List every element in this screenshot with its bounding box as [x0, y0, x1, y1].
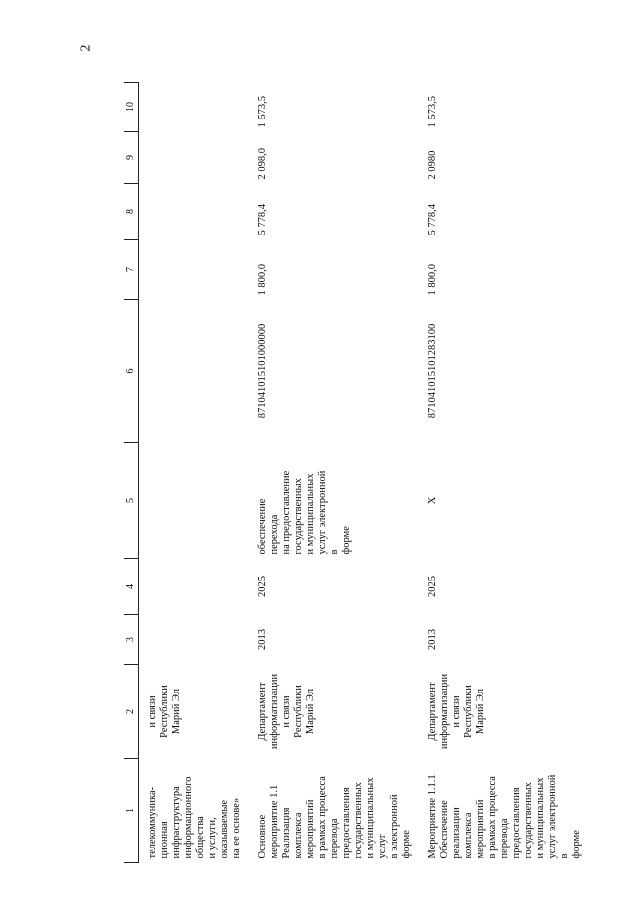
cell-col-5 — [249, 443, 419, 559]
cell-col-10 — [139, 83, 250, 132]
col-header-3: 3 — [124, 615, 139, 665]
cell-line: Республики — [159, 685, 170, 738]
cell-line: форме — [401, 830, 412, 859]
cell-line: Обеспечение — [439, 800, 450, 859]
cell-col-4: 2025 — [257, 576, 268, 597]
cell-col-7 — [139, 240, 250, 300]
cell-line: и муниципальных — [305, 473, 316, 555]
cell-line: Реализация — [281, 807, 292, 859]
col-header-6: 6 — [124, 300, 139, 443]
cell-col-8: 5 778,4 — [427, 204, 438, 236]
cell-line: Основное — [257, 814, 268, 859]
cell-line: и услуги, — [207, 817, 218, 859]
cell-col-2 — [249, 665, 419, 759]
col-header-2: 2 — [124, 665, 139, 759]
col-header-4: 4 — [124, 559, 139, 615]
cell-line: государственных — [523, 782, 534, 859]
cell-line: услуг электронной — [317, 470, 328, 555]
cell-line: мероприятие 1.1 — [269, 784, 280, 859]
cell-col-7: 1 800,0 — [257, 264, 268, 296]
cell-col-1 — [419, 759, 589, 863]
cell-line: Республики — [293, 685, 304, 738]
col-header-5: 5 — [124, 443, 139, 559]
cell-line: государственных — [293, 478, 304, 555]
cell-col-10: 1 573,5 — [427, 96, 438, 128]
cell-line: информационного — [183, 776, 194, 859]
cell-col-4: 2025 — [427, 576, 438, 597]
table-row — [419, 83, 589, 863]
cell-line: обеспечение — [257, 498, 268, 555]
cell-col-6: 871041015101000000 — [257, 323, 268, 419]
cell-col-8: 5 778,4 — [257, 204, 268, 236]
cell-line: и связи — [281, 695, 292, 728]
cell-col-4 — [139, 559, 250, 615]
cell-line: в рамках процесса — [487, 776, 498, 859]
cell-line: предоставления — [341, 787, 352, 859]
cell-line: и муниципальных — [365, 777, 376, 859]
cell-line: Марий Эл — [305, 688, 316, 735]
cell-line: ционная — [159, 821, 170, 859]
cell-col-5 — [419, 443, 589, 559]
cell-col-7: 1 800,0 — [427, 264, 438, 296]
cell-line: перевода — [499, 818, 510, 859]
cell-line: мероприятий — [305, 799, 316, 859]
cell-line: телекоммуника- — [147, 786, 158, 859]
col-header-9: 9 — [124, 132, 139, 184]
cell-line: на ее основе» — [231, 797, 242, 859]
cell-col-3: 2013 — [257, 629, 268, 650]
col-header-10: 10 — [124, 83, 139, 132]
rotated-table-container — [124, 83, 584, 863]
cell-col-6 — [139, 300, 250, 443]
cell-col-3: 2013 — [427, 629, 438, 650]
cell-line: в — [329, 549, 340, 555]
cell-col-3 — [139, 615, 250, 665]
cell-line: государственных — [353, 782, 364, 859]
cell-line: Мероприятие 1.1.1 — [427, 774, 438, 859]
cell-line: форме — [571, 830, 582, 859]
cell-line: комплекса — [463, 812, 474, 859]
cell-line: Марий Эл — [171, 688, 182, 735]
cell-line: и связи — [451, 695, 462, 728]
budget-table — [124, 82, 589, 863]
cell-col-5 — [139, 443, 250, 559]
cell-line: перевода — [329, 818, 340, 859]
page-number: 2 — [78, 44, 94, 52]
table-row — [249, 83, 419, 863]
cell-line: услуг — [377, 833, 388, 859]
cell-line: информатизации — [439, 673, 450, 750]
cell-col-9 — [139, 132, 250, 184]
cell-line: Республики — [463, 685, 474, 738]
cell-col-2 — [419, 665, 589, 759]
cell-line: Департамент — [427, 682, 438, 741]
cell-line: и связи — [147, 695, 158, 728]
cell-col-6: 871041015101283100 — [427, 323, 438, 419]
cell-col-1 — [139, 759, 250, 863]
cell-col-8 — [139, 184, 250, 240]
cell-line: мероприятий — [475, 799, 486, 859]
cell-col-2 — [139, 665, 250, 759]
cell-line: в рамках процесса — [317, 776, 328, 859]
cell-line: в электронной — [389, 794, 400, 859]
cell-line: предоставления — [511, 787, 522, 859]
cell-line: услуг электронной — [547, 774, 558, 859]
cell-line: форме — [341, 526, 352, 555]
cell-col-1 — [249, 759, 419, 863]
cell-line: комплекса — [293, 812, 304, 859]
col-header-7: 7 — [124, 240, 139, 300]
cell-line: перехода — [269, 514, 280, 555]
cell-col-9: 2 0980 — [427, 150, 438, 180]
col-header-8: 8 — [124, 184, 139, 240]
col-header-1: 1 — [124, 759, 139, 863]
cell-line: Департамент — [257, 682, 268, 741]
table-row — [139, 83, 250, 863]
cell-line: общества — [195, 816, 206, 859]
cell-col-10: 1 573,5 — [257, 96, 268, 128]
cell-line: в — [559, 853, 570, 859]
cell-line: и муниципальных — [535, 777, 546, 859]
header-row — [124, 83, 139, 863]
cell-line: X — [427, 496, 438, 505]
cell-col-9: 2 098,0 — [257, 148, 268, 180]
cell-line: информатизации — [269, 673, 280, 750]
cell-line: оказываемые — [219, 799, 230, 859]
cell-line: на предоставление — [281, 470, 292, 555]
cell-line: реализации — [451, 807, 462, 859]
cell-line: Марий Эл — [475, 688, 486, 735]
cell-line: инфраструктура — [171, 786, 182, 859]
